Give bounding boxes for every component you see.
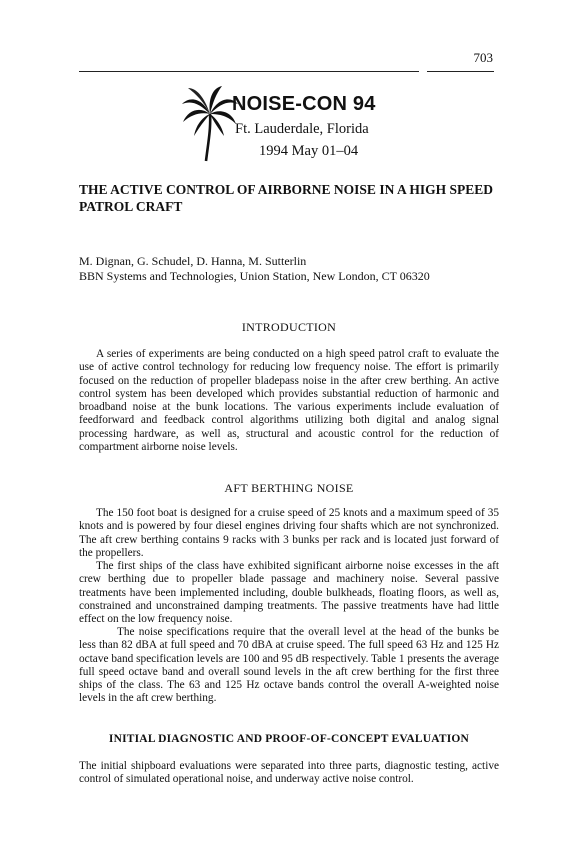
conference-date: 1994 May 01–04 xyxy=(259,143,359,159)
author-affiliation: BBN Systems and Technologies, Union Station, New London, CT 06320 xyxy=(79,269,430,283)
aft-berthing-paragraph-2: The first ships of the class have exhibited significant airborne noise excesses in the aft crew berthing due to propeller blade passage and machinery noise. Several passive treatments have been implemented including, double bulkheads, floating floors, as well as, constrained and unconstrained damping treatments. The passive treatments have had little effect on the low frequency noise. xyxy=(79,560,499,626)
palm-tree-icon xyxy=(180,84,240,162)
conference-name: NOISE-CON 94 xyxy=(232,93,376,115)
section-heading-aft-berthing: AFT BERTHING NOISE xyxy=(224,481,354,495)
header-rule-right xyxy=(427,71,494,72)
section-heading-initial-diagnostic: INITIAL DIAGNOSTIC AND PROOF-OF-CONCEPT EVALUATION xyxy=(108,733,470,745)
intro-paragraph: A series of experiments are being conducted on a high speed patrol craft to evaluate the use of active control technology for reducing low frequency noise. The effort is primarily focused on the reduction of propeller bladepass noise in the after crew berthing. An active control system has been developed which provides substantial reduction of harmonic and broadband noise at the bunk locations. The various experiments include evaluation of feedforward and feedback control algorithms utilizing both digital and analog signal processing hardware, as well as, structural and acoustic control for the reduction of compartment airborne noise levels. xyxy=(79,348,499,454)
paper-title: THE ACTIVE CONTROL OF AIRBORNE NOISE IN A HIGH SPEED PATROL CRAFT xyxy=(79,182,493,214)
conference-place: Ft. Lauderdale, Florida xyxy=(235,121,369,137)
aft-berthing-paragraph-1: The 150 foot boat is designed for a cruise speed of 25 knots and a maximum speed of 35 knots and is powered by four diesel engines driving four shafts which are not synchronized. The aft crew berthing contains 9 racks with 3 bunks per rack and is located just forward of the propellers. xyxy=(79,507,499,559)
authors-block xyxy=(79,254,430,284)
author-names: M. Dignan, G. Schudel, D. Hanna, M. Sutterlin xyxy=(79,254,307,268)
header-rule-left xyxy=(79,71,419,72)
initial-diagnostic-paragraph: The initial shipboard evaluations were separated into three parts, diagnostic testing, active control of simulated operational noise, and underway active noise control. xyxy=(79,760,499,786)
section-heading-introduction: INTRODUCTION xyxy=(241,320,337,334)
page-number: 703 xyxy=(473,50,493,65)
aft-berthing-paragraph-3: The noise specifications require that the overall level at the head of the bunks be less than 82 dBA at full speed and 70 dBA at cruise speed. The full speed 63 Hz and 125 Hz octave band specification levels are 100 and 95 dB respectively. Table 1 presents the average full speed octave band and overall sound levels in the aft crew berthing for the first three ships of the class. The 63 and 125 Hz octave bands control the overall A-weighted noise levels in the aft crew berthing. xyxy=(79,626,499,705)
